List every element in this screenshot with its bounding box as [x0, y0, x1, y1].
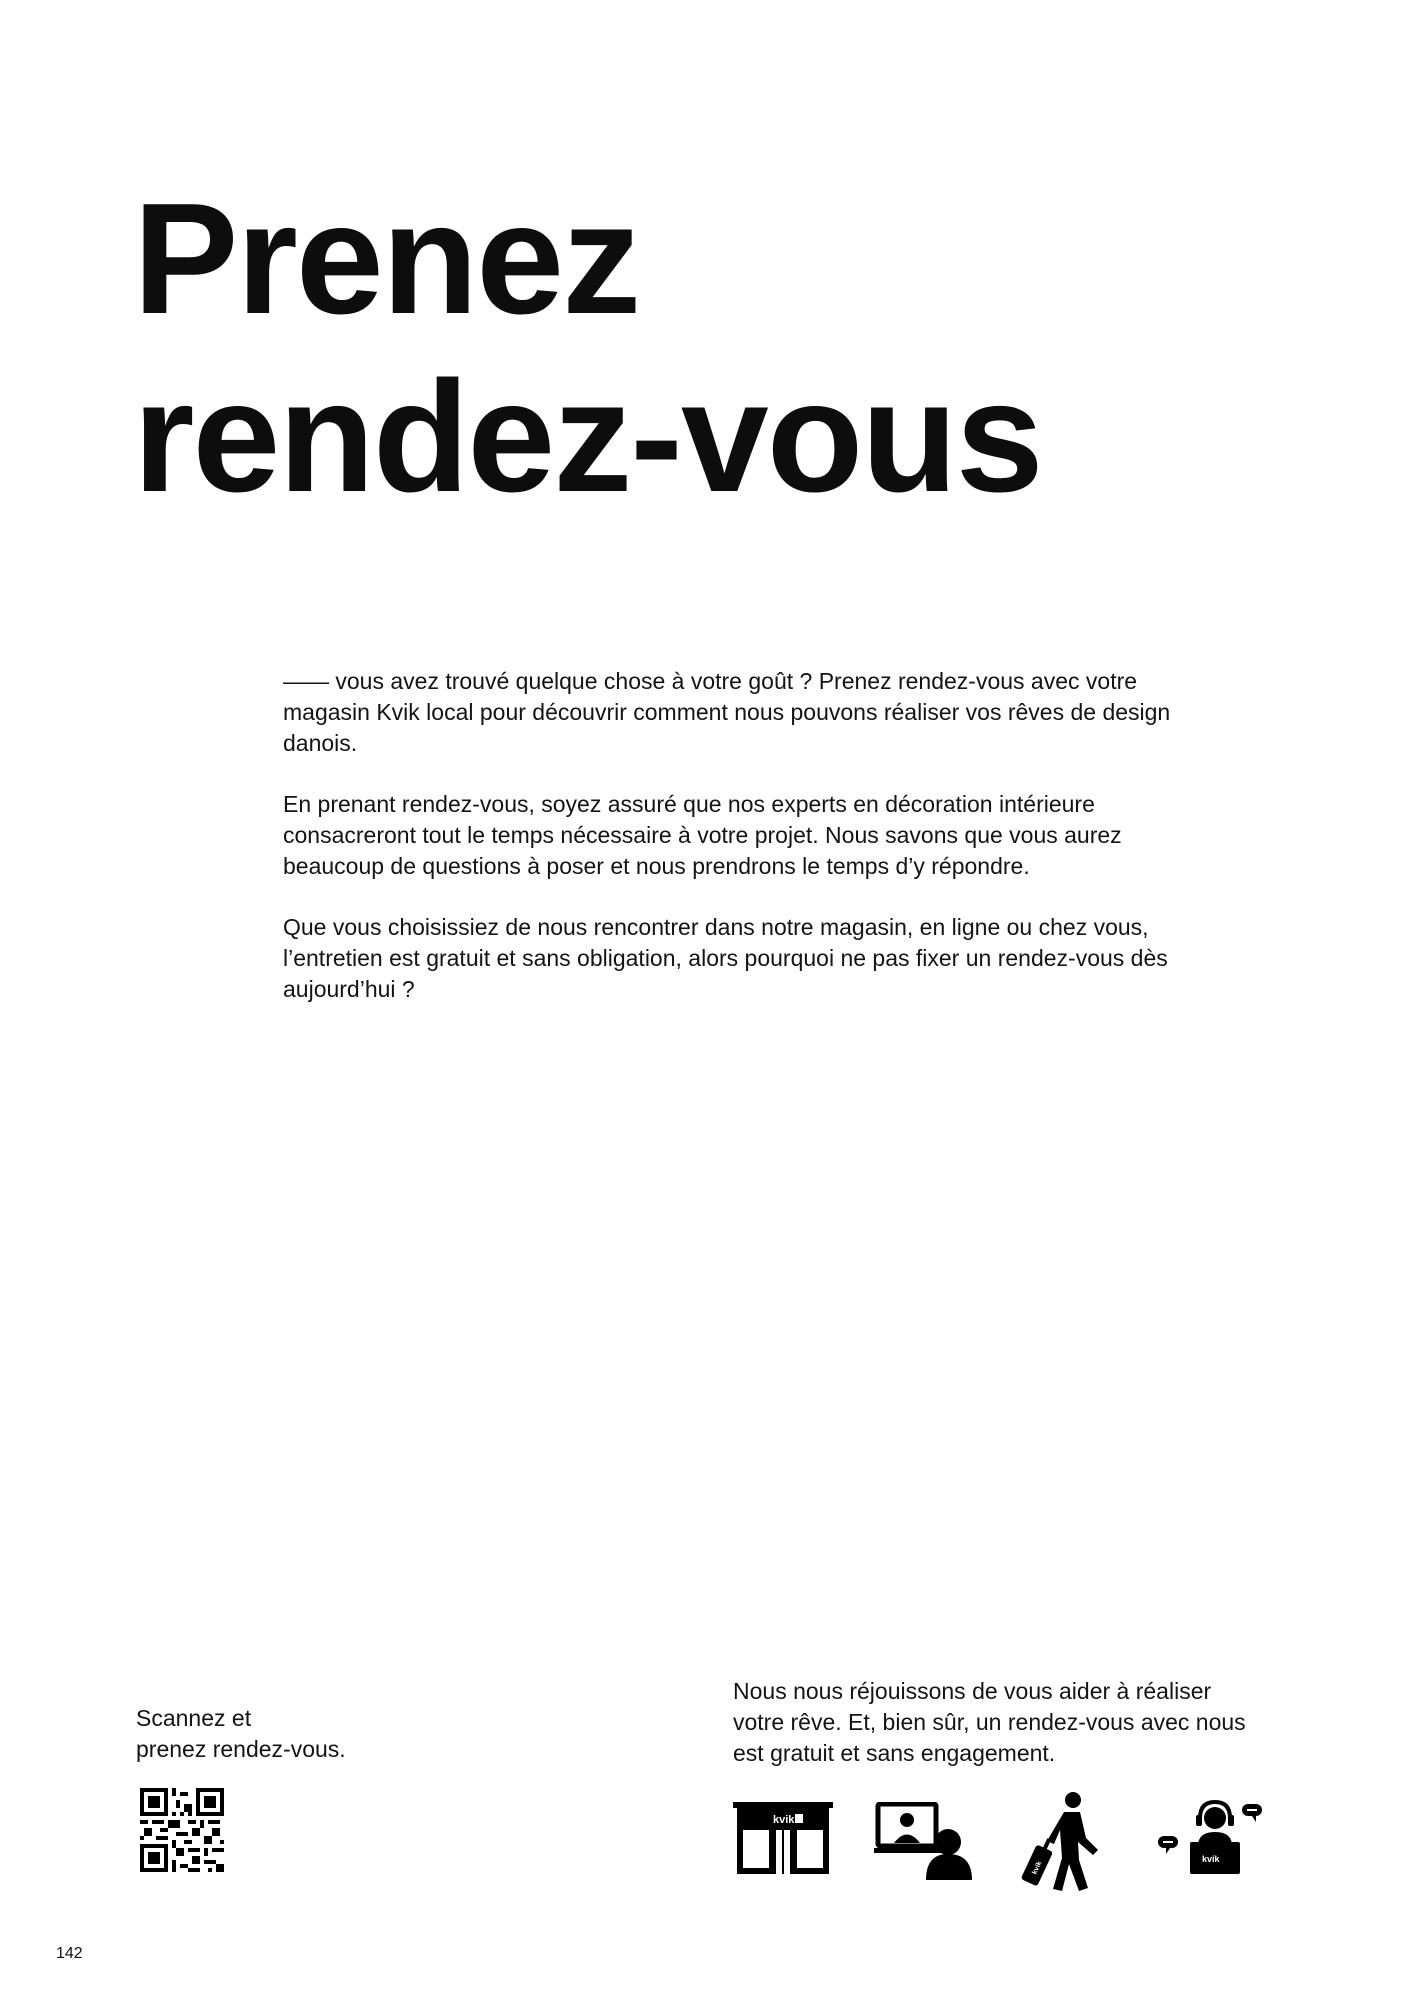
- title-line-2: rendez-vous: [133, 349, 1042, 525]
- headset-support-icon: [1158, 1798, 1268, 1878]
- paragraph-1: —— vous avez trouvé quelque chose à votre goût ? Prenez rendez-vous avec votre magasin Kvik local pour découvrir comment nous pouvons réaliser vos rêves de design danois.: [283, 668, 1171, 756]
- appointment-note: Nous nous réjouissons de vous aider à réaliser votre rêve. Et, bien sûr, un rendez-vous avec nous est gratuit et sans engagement.: [733, 1678, 1246, 1766]
- appointment-options: [728, 1790, 1268, 1890]
- intro-body: [283, 666, 1183, 1035]
- paragraph-3: Que vous choisissiez de nous rencontrer dans notre magasin, en ligne ou chez vous, l’entretien est gratuit et sans obligation, alors pourquoi ne pas fixer un rendez-vous dès aujourd’hui ?: [283, 914, 1168, 1002]
- video-call-icon: [874, 1802, 978, 1880]
- scan-caption: [136, 1703, 436, 1765]
- title-line-1: Prenez: [133, 171, 640, 347]
- store-brand-label: kvik: [773, 1814, 795, 1826]
- page-title: [133, 170, 1042, 526]
- scan-caption-line-1: Scannez et: [136, 1705, 252, 1731]
- svg-text:kvik: kvik: [1031, 1860, 1044, 1876]
- svg-text:kvik: kvik: [1202, 1854, 1220, 1864]
- paragraph-2: En prenant rendez-vous, soyez assuré que nos experts en décoration intérieure consacreront tout le temps nécessaire à votre projet. Nous savons que vous aurez beaucoup de questions à poser et nous prendrons le temps d’y répondre.: [283, 791, 1122, 879]
- qr-code-icon[interactable]: [140, 1788, 224, 1872]
- page-number: 142: [56, 1945, 83, 1962]
- store-icon: [733, 1802, 833, 1876]
- walking-visitor-icon: [1016, 1790, 1120, 1894]
- scan-caption-line-2: prenez rendez-vous.: [136, 1736, 346, 1762]
